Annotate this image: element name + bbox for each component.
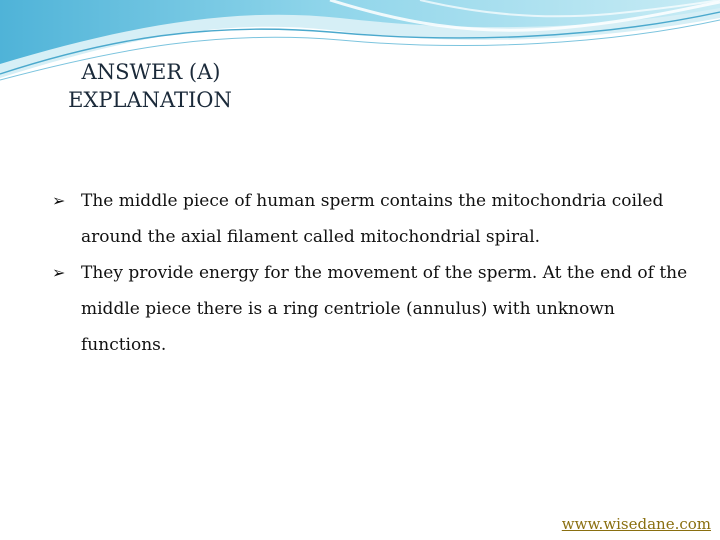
slide-title-line-2: EXPLANATION (68, 88, 232, 112)
slide-title (0, 58, 300, 114)
arrowhead-bullet-icon: ➢ (52, 191, 66, 210)
bullet-list (52, 183, 692, 363)
footer-website-link[interactable]: www.wisedane.com (561, 515, 711, 533)
bullet-text: They provide energy for the movement of the sperm. At the end of the middle piece there is a ring centriole (annulus) with unknown functions. (81, 263, 688, 355)
arrowhead-bullet-icon: ➢ (52, 263, 66, 282)
slide-title-line-1: ANSWER (A) (81, 60, 221, 84)
bullet-text: The middle piece of human sperm contains the mitochondria coiled around the axial filament called mitochondrial spiral. (81, 191, 664, 247)
bullet-item (52, 183, 692, 255)
bullet-item (52, 255, 692, 363)
